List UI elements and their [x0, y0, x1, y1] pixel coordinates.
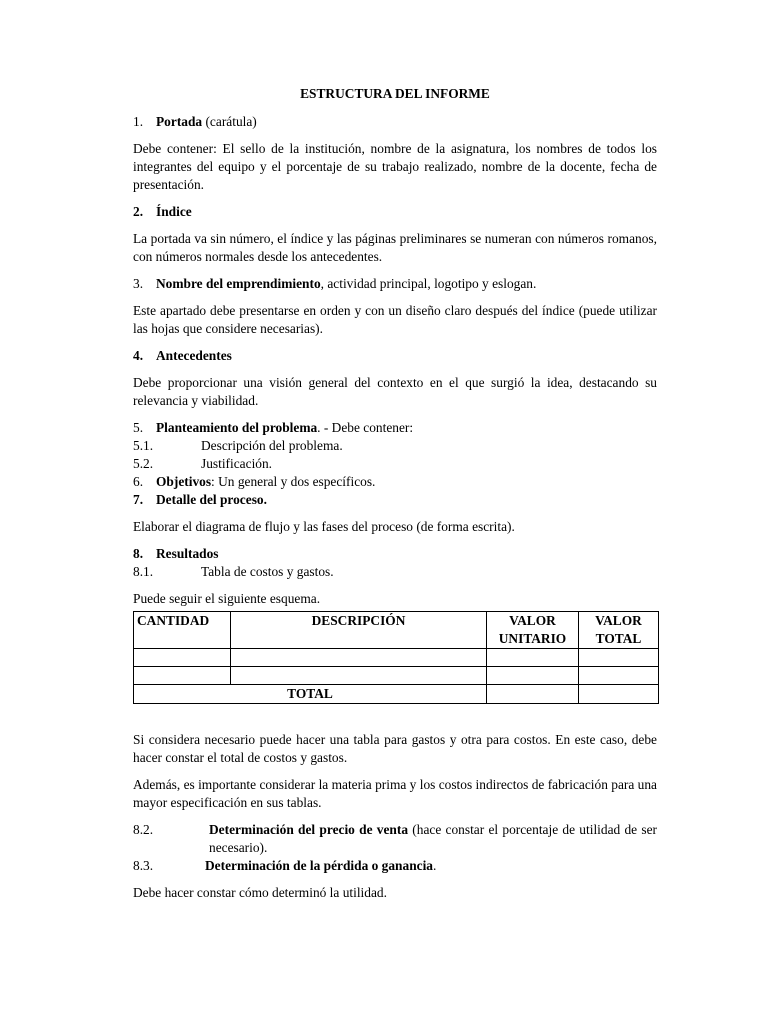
section-7-heading: 7. Detalle del proceso. [133, 492, 267, 507]
table-row [134, 667, 659, 685]
paragraph-tables-note: Si considera necesario puede hacer una tabla para gastos y otra para costos. En este caso, debe hacer constar el total de costos y gastos. [133, 732, 657, 765]
section-7-text: Elaborar el diagrama de flujo y las fases del proceso (de forma escrita). [133, 519, 515, 534]
section-1-heading: 1. Portada (carátula) [133, 114, 257, 129]
section-8-heading: 8. Resultados [133, 546, 219, 561]
document-body [133, 85, 657, 902]
section-2-text: La portada va sin número, el índice y las páginas preliminares se numeran con números romanos, con números normales desde los antecedentes. [133, 231, 657, 264]
section-8-text: Puede seguir el siguiente esquema. [133, 591, 321, 606]
table-header-cell: VALOR UNITARIO [487, 612, 579, 649]
table-total-row [134, 685, 659, 704]
table-header-cell: DESCRIPCIÓN [231, 612, 487, 649]
section-2-heading: 2. Índice [133, 204, 192, 219]
costs-table [133, 611, 659, 704]
section-6-heading: 6. Objetivos: Un general y dos específicos. [133, 474, 376, 489]
table-header-cell: CANTIDAD [134, 612, 231, 649]
subsection-5-2: 5.2. Justificación. [133, 456, 273, 471]
section-4-text: Debe proporcionar una visión general del contexto en el que surgió la idea, destacando su relevancia y viabilidad. [133, 375, 657, 408]
subsection-5-1: 5.1. Descripción del problema. [133, 438, 343, 453]
section-1-text: Debe contener: El sello de la institución, nombre de la asignatura, los nombres de todos los integrantes del equipo y el porcentaje de su trabajo realizado, nombre de la docente, fecha de presentación. [133, 141, 657, 192]
section-3-text: Este apartado debe presentarse en orden y con un diseño claro después del índice (puede utilizar las hojas que considere necesarias). [133, 303, 657, 336]
subsection-8-2: 8.2. Determinación del precio de venta (hace constar el porcentaje de utilidad de ser necesario). [133, 822, 657, 855]
section-4-heading: 4. Antecedentes [133, 348, 232, 363]
table-total-label: TOTAL [134, 685, 487, 704]
section-3-heading: 3. Nombre del emprendimiento, actividad principal, logotipo y eslogan. [133, 276, 537, 291]
subsection-8-3: 8.3. Determinación de la pérdida o ganancia. [133, 858, 437, 873]
table-header-cell: VALOR TOTAL [579, 612, 659, 649]
paragraph-utility-note: Debe hacer constar cómo determinó la utilidad. [133, 885, 387, 900]
subsection-8-1: 8.1. Tabla de costos y gastos. [133, 564, 334, 579]
section-5-heading: 5. Planteamiento del problema. - Debe contener: [133, 420, 414, 435]
table-row [134, 649, 659, 667]
table-header-row [134, 612, 659, 649]
document-title: ESTRUCTURA DEL INFORME [300, 86, 490, 101]
paragraph-materials-note: Además, es importante considerar la materia prima y los costos indirectos de fabricación para una mayor especificación en sus tablas. [133, 777, 657, 810]
